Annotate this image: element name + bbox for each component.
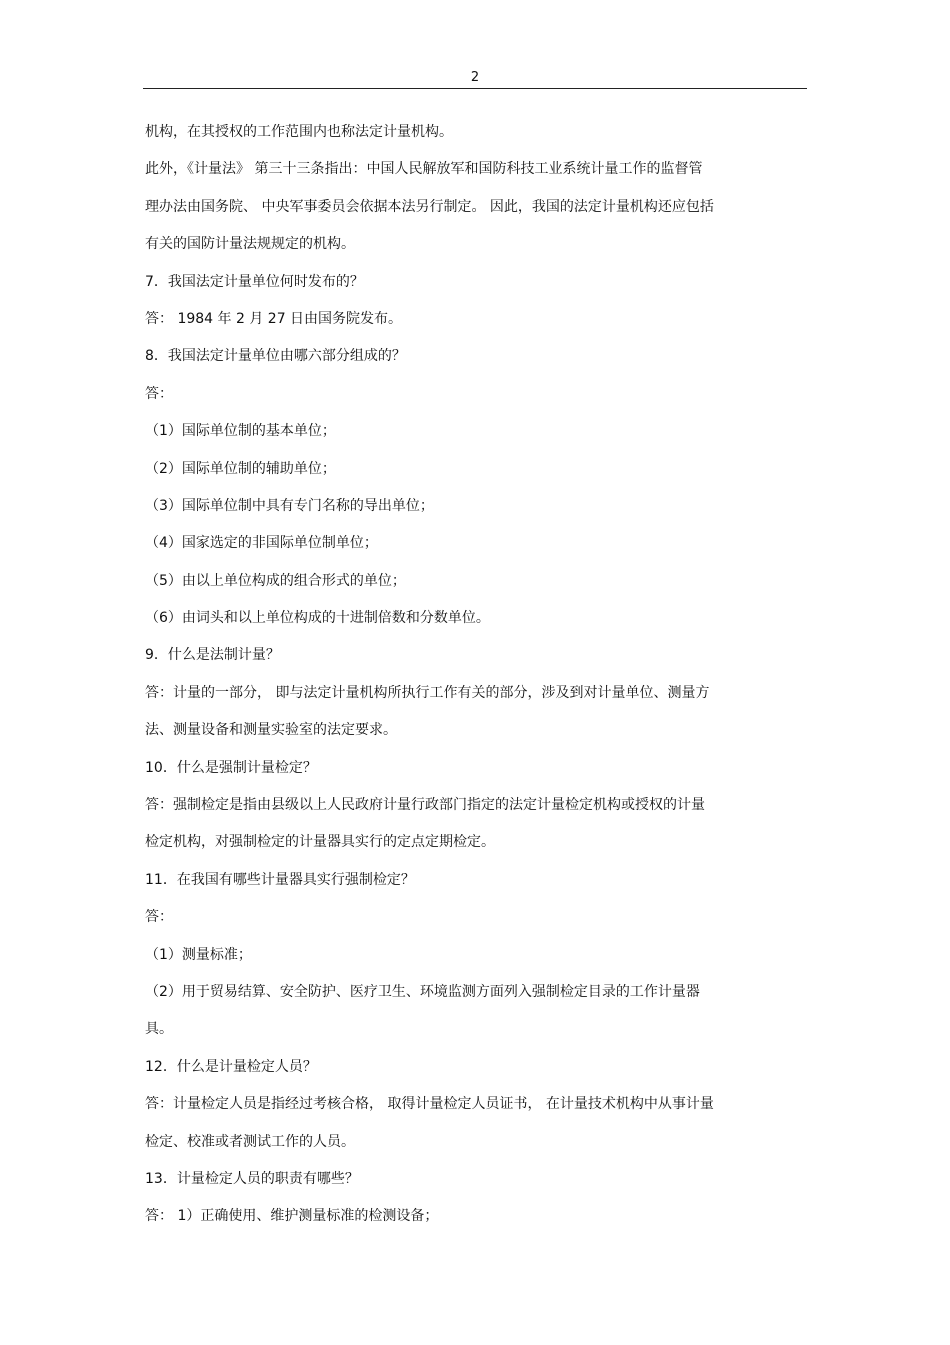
list-item: （5）由以上单位构成的组合形式的单位；: [145, 572, 406, 589]
document-body: [145, 121, 805, 1243]
text-line: 有关的国防计量法规规定的机构。: [145, 236, 355, 253]
list-item-cont: 具。: [145, 1021, 173, 1038]
answer-10-cont: 检定机构，对强制检定的计量器具实行的定点定期检定。: [145, 834, 495, 851]
text-line: 理办法由国务院、 中央军事委员会依据本法另行制定。 因此，我国的法定计量机构还应包括: [145, 198, 714, 215]
question-8: 8．我国法定计量单位由哪六部分组成的？: [145, 348, 406, 365]
question-10: 10．什么是强制计量检定？: [145, 759, 317, 776]
answer-13: 答： 1）正确使用、维护测量标准的检测设备；: [145, 1208, 439, 1225]
answer-9: 答：计量的一部分， 即与法定计量机构所执行工作有关的部分，涉及到对计量单位、测量方: [145, 684, 710, 701]
question-13: 13．计量检定人员的职责有哪些？: [145, 1170, 359, 1187]
list-item: （6）由词头和以上单位构成的十进制倍数和分数单位。: [145, 610, 490, 627]
answer-10: 答：强制检定是指由县级以上人民政府计量行政部门指定的法定计量检定机构或授权的计量: [145, 797, 705, 814]
question-7: 7．我国法定计量单位何时发布的？: [145, 273, 364, 290]
answer-12: 答：计量检定人员是指经过考核合格， 取得计量检定人员证书， 在计量技术机构中从事计量: [145, 1096, 714, 1113]
page-number: 2: [470, 70, 480, 85]
list-item: （1）测量标准；: [145, 946, 252, 963]
list-item: （2）用于贸易结算、安全防护、医疗卫生、环境监测方面列入强制检定目录的工作计量器: [145, 983, 700, 1000]
answer-7: 答： 1984 年 2 月 27 日由国务院发布。: [145, 310, 403, 327]
question-9: 9．什么是法制计量？: [145, 647, 280, 664]
answer-9-cont: 法、测量设备和测量实验室的法定要求。: [145, 722, 397, 739]
answer-12-cont: 检定、校准或者测试工作的人员。: [145, 1133, 355, 1150]
question-12: 12．什么是计量检定人员？: [145, 1058, 317, 1075]
list-item: （1）国际单位制的基本单位；: [145, 423, 336, 440]
question-11: 11．在我国有哪些计量器具实行强制检定？: [145, 871, 415, 888]
text-line: 此外，《计量法》 第三十三条指出：中国人民解放军和国防科技工业系统计量工作的监督管: [145, 161, 703, 178]
list-item: （3）国际单位制中具有专门名称的导出单位；: [145, 497, 434, 514]
list-item: （2）国际单位制的辅助单位；: [145, 460, 336, 477]
answer-11-label: 答：: [145, 909, 173, 926]
header-rule: [143, 88, 807, 89]
list-item: （4）国家选定的非国际单位制单位；: [145, 535, 378, 552]
answer-8-label: 答：: [145, 385, 173, 402]
text-line: 机构，在其授权的工作范围内也称法定计量机构。: [145, 124, 453, 140]
